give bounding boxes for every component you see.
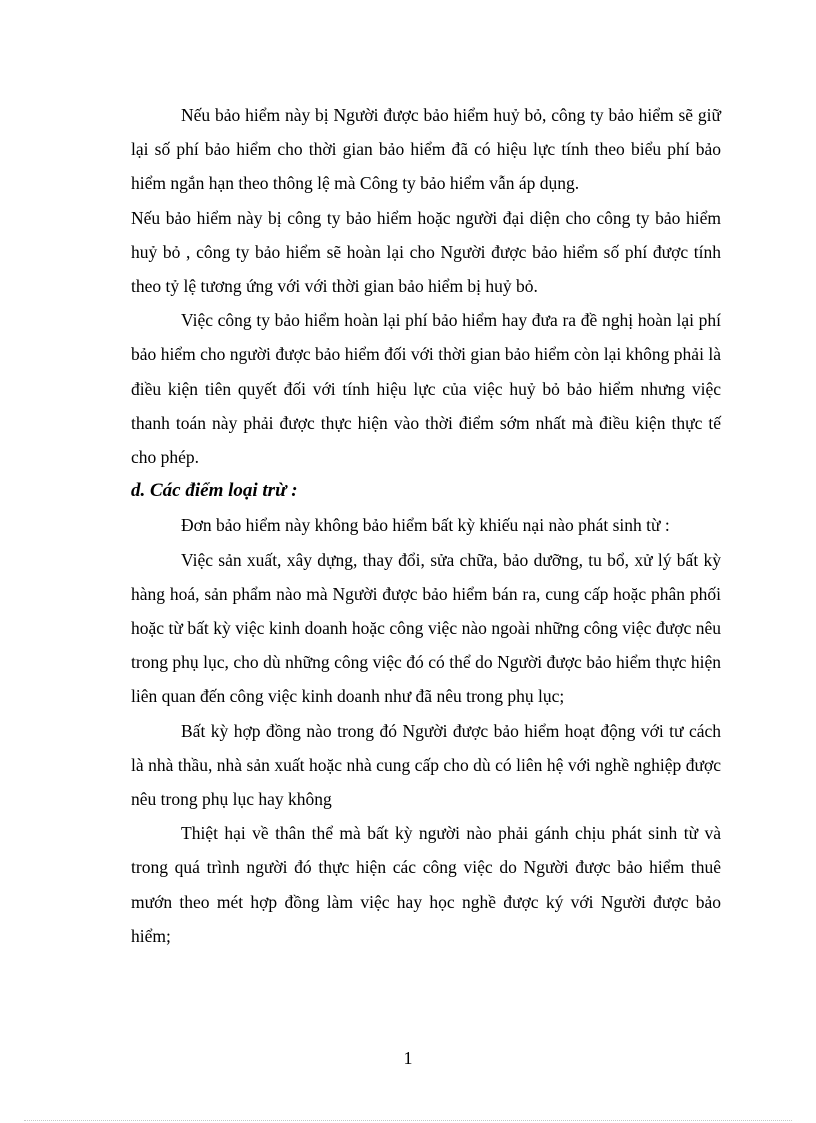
document-body [131, 98, 721, 953]
paragraph: Bất kỳ hợp đồng nào trong đó Người được bảo hiểm hoạt động với tư cách là nhà thầu, nhà sản xuất hoặc nhà cung cấp cho dù có liên hệ với nghề nghiệp được nêu trong phụ lục hay không [131, 720, 721, 810]
paragraph: Đơn bảo hiểm này không bảo hiểm bất kỳ khiếu nại nào phát sinh từ : [181, 515, 670, 536]
paragraph: Việc công ty bảo hiểm hoàn lại phí bảo hiểm hay đưa ra đề nghị hoàn lại phí bảo hiểm cho người được bảo hiểm đối với thời gian bảo hiểm còn lại không phải là điều kiện tiên quyết đối với tính hiệu lực của việc huỷ bỏ bảo hiểm nhưng việc thanh toán này phải được thực hiện vào thời điểm sớm nhất mà điều kiện thực tế cho phép. [131, 310, 721, 468]
paragraph: Thiệt hại về thân thể mà bất kỳ người nào phải gánh chịu phát sinh từ và trong quá trình người đó thực hiện các công việc do Người được bảo hiểm thuê mướn theo mét hợp đồng làm việc hay học nghề được ký với Người được bảo hiểm; [131, 823, 721, 946]
paragraph: Việc sản xuất, xây dựng, thay đổi, sửa chữa, bảo dưỡng, tu bổ, xử lý bất kỳ hàng hoá, sản phẩm nào mà Người được bảo hiểm bán ra, cung cấp hoặc phân phối hoặc từ bất kỳ việc kinh doanh hoặc công việc nào ngoài những công việc được nêu trong phụ lục, cho dù những công việc đó có thể do Người được bảo hiểm thực hiện liên quan đến công việc kinh doanh như đã nêu trong phụ lục; [131, 549, 721, 707]
section-heading: d. Các điểm loại trừ : [131, 480, 298, 502]
page-number: 1 [403, 1048, 413, 1068]
footer-divider [24, 1120, 792, 1121]
paragraph: Nếu bảo hiểm này bị công ty bảo hiểm hoặc người đại diện cho công ty bảo hiểm huỷ bỏ , công ty bảo hiểm sẽ hoàn lại cho Người được bảo hiểm số phí được tính theo tỷ lệ tương ứng với với thời gian bảo hiểm bị huỷ bỏ. [131, 207, 721, 297]
paragraph: Nếu bảo hiểm này bị Người được bảo hiểm huỷ bỏ, công ty bảo hiểm sẽ giữ lại số phí bảo hiểm cho thời gian bảo hiểm đã có hiệu lực tính theo biểu phí bảo hiểm ngắn hạn theo thông lệ mà Công ty bảo hiểm vẫn áp dụng. [131, 105, 721, 194]
